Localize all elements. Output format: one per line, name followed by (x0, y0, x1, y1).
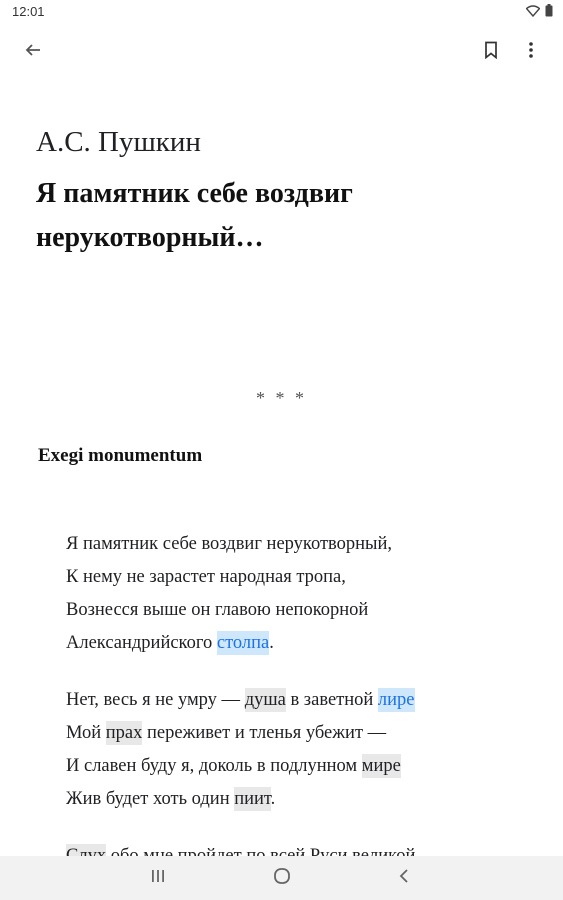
line-text: в заветной (285, 690, 378, 710)
line-text: Мой (66, 723, 106, 743)
status-time: 12:01 (12, 4, 45, 19)
more-options-button[interactable] (511, 32, 551, 72)
status-bar (0, 0, 563, 24)
poem-line (66, 528, 536, 561)
battery-icon (545, 4, 553, 17)
line-text: . (270, 789, 276, 809)
author-name: А.С. Пушкин (36, 126, 201, 158)
poem-title: Я памятник себе воздвиг нерукотворный… (36, 178, 353, 253)
app-bar (0, 24, 563, 80)
recent-apps-icon (150, 869, 166, 888)
line-text: К нему не зарастет народная тропа, (66, 567, 346, 587)
stanza (66, 528, 536, 660)
bookmark-icon (483, 41, 499, 64)
highlighted-word[interactable]: прах (105, 723, 143, 743)
highlighted-word-link[interactable]: лире (377, 690, 415, 710)
line-text: И славен буду я, доколь в подлунном (66, 756, 362, 776)
poem-subtitle: Exegi monumentum (38, 445, 203, 466)
poem-line (66, 684, 536, 717)
line-text: Я памятник себе воздвиг нерукотворный, (66, 534, 393, 554)
highlighted-word[interactable]: мире (361, 756, 401, 776)
recent-apps-button[interactable] (138, 862, 178, 894)
back-button[interactable] (13, 32, 53, 72)
home-button[interactable] (262, 862, 302, 894)
more-vert-icon (528, 41, 534, 64)
line-text: переживет и тленья убежит — (142, 723, 387, 743)
line-text: . (269, 633, 274, 653)
poem-line (66, 717, 536, 750)
line-text: Жив будет хоть один (66, 789, 235, 809)
status-icons (526, 4, 553, 17)
highlighted-word-link[interactable]: столпа (216, 633, 270, 653)
highlighted-word[interactable]: душа (244, 690, 286, 710)
back-icon (398, 868, 410, 889)
back-arrow-icon (24, 41, 42, 64)
line-text: Вознесся выше он главою непокорной (66, 600, 369, 620)
poem-line (66, 627, 536, 660)
stanza (66, 684, 536, 816)
poem-body (66, 528, 536, 897)
poem-line (66, 750, 536, 783)
poem-line (66, 594, 536, 627)
line-text: Александрийского (66, 633, 217, 653)
wifi-icon (526, 5, 540, 17)
section-separator: * * * (256, 388, 307, 408)
line-text: Нет, весь я не умру — (66, 690, 245, 710)
poem-line (66, 561, 536, 594)
nav-back-button[interactable] (384, 862, 424, 894)
bookmark-button[interactable] (471, 32, 511, 72)
home-icon (273, 867, 291, 890)
system-nav-bar (0, 856, 563, 900)
poem-line (66, 783, 536, 816)
highlighted-word[interactable]: пиит (234, 789, 271, 809)
